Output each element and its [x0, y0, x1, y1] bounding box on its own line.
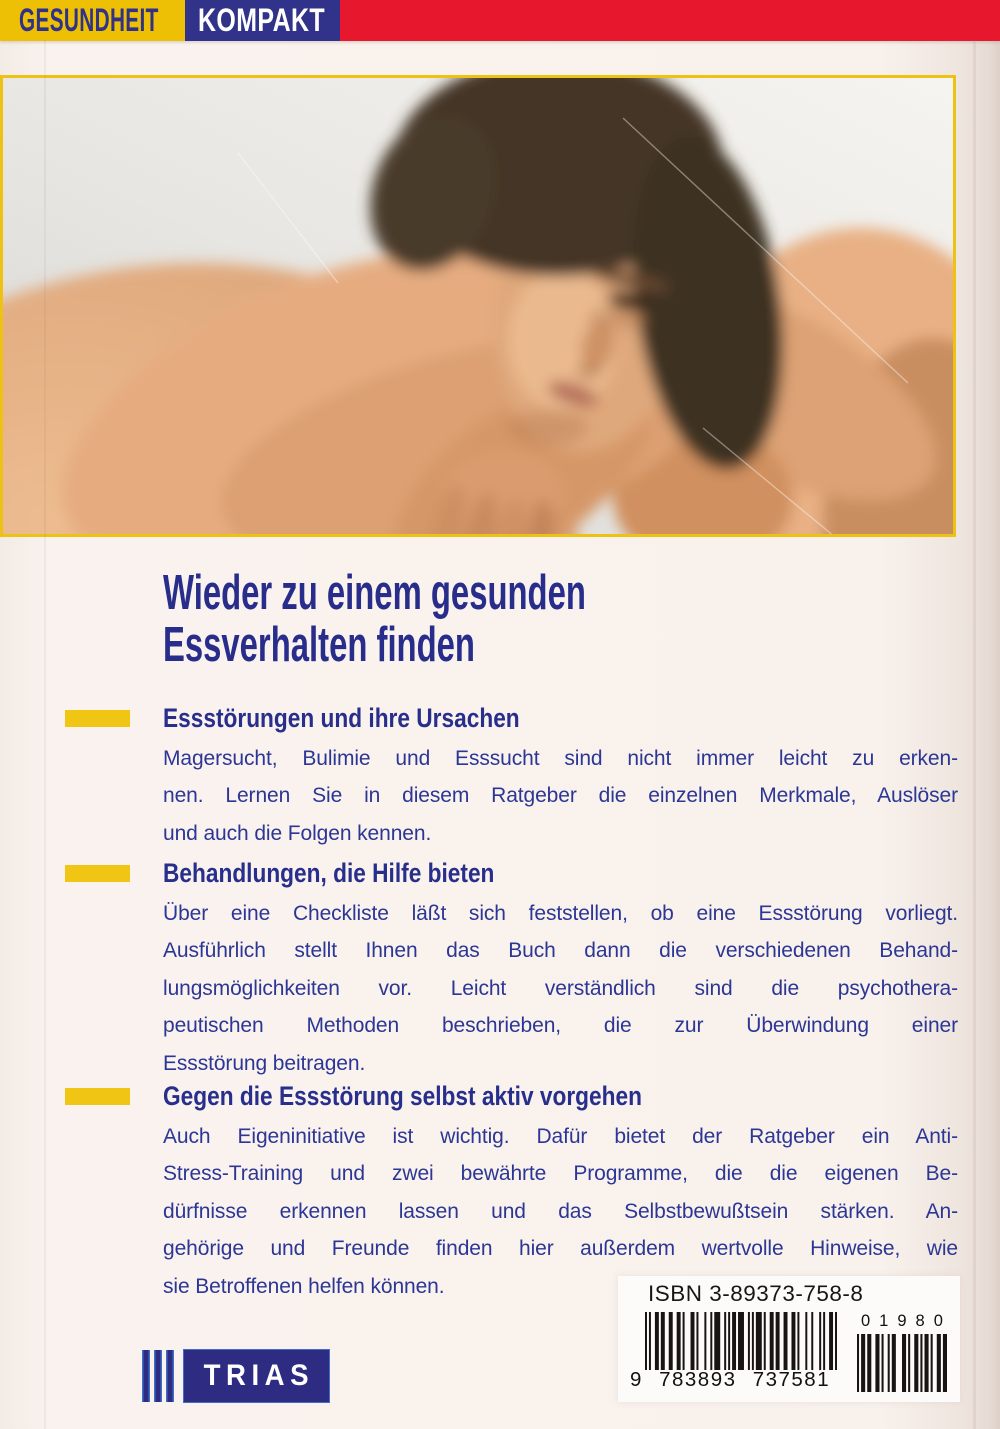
bullet-marker: [65, 865, 130, 882]
body-line: Über eine Checkliste läßt sich feststellen, ob eine Essstörung vorliegt.: [163, 902, 958, 925]
ean-barcode: [645, 1312, 837, 1370]
isbn-panel: [618, 1276, 960, 1402]
series-name-block: [0, 0, 185, 41]
section-self-help: [65, 1081, 965, 1305]
body-line: Ausführlich stellt Ihnen das Buch dann die verschiedenen Behand-: [163, 939, 958, 963]
ean-digits: 9 783893 737581: [630, 1368, 831, 1391]
body-line: Auch Eigeninitiative ist wichtig. Dafür bietet der Ratgeber ein Anti-: [163, 1125, 958, 1148]
section-causes: [65, 703, 965, 852]
series-name: GESUNDHEIT: [19, 2, 159, 38]
page-title: [163, 567, 586, 671]
isbn-label: ISBN 3-89373-758-8: [648, 1281, 864, 1306]
body-line: nen. Lernen Sie in diesem Ratgeber die einzelnen Merkmale, Auslöser: [163, 784, 958, 808]
section-heading: Behandlungen, die Hilfe bieten: [163, 858, 495, 888]
body-line: Magersucht, Bulimie und Esssucht sind nicht immer leicht zu erken-: [163, 747, 958, 770]
body-line: lungsmöglichkeiten vor. Leicht verständlich sind die psychothera-: [163, 976, 958, 1000]
section-body: [163, 740, 958, 852]
section-treatments: [65, 858, 965, 1082]
logo-stripe: [142, 1350, 150, 1402]
logo-stripe: [154, 1350, 162, 1402]
section-heading: Gegen die Essstörung selbst aktiv vorgehen: [163, 1081, 642, 1111]
publisher-name-box: [184, 1350, 329, 1402]
bullet-marker: [65, 710, 130, 727]
publisher-logo: [142, 1350, 329, 1402]
body-line: Stress-Training und zwei bewährte Programme, die die eigenen Be-: [163, 1162, 958, 1186]
scan-crease: [44, 40, 46, 1429]
barcode-addon-digits: 01980: [861, 1312, 952, 1330]
title-line-1: Wieder zu einem gesunden: [163, 566, 586, 620]
body-line: gehörige und Freunde finden hier außerdem wertvolle Hinweise, wie: [163, 1237, 958, 1261]
publisher-name: TRIAS: [203, 1359, 314, 1392]
title-line-2: Essverhalten finden: [163, 618, 475, 672]
series-banner: [0, 0, 1000, 41]
page-edge-shadow: [973, 40, 976, 1429]
cover-photo: [0, 75, 956, 537]
price-addon-barcode: [857, 1334, 947, 1392]
cover-photo-image: [3, 78, 953, 534]
banner-red-bar: [340, 0, 1000, 41]
section-heading: Essstörungen und ihre Ursachen: [163, 703, 520, 733]
body-line: dürfnisse erkennen lassen und das Selbstbewußtsein stärken. An-: [163, 1199, 958, 1223]
body-line: Essstörung beitragen.: [163, 1051, 366, 1075]
bullet-marker: [65, 1088, 130, 1105]
series-edition: KOMPAKT: [198, 2, 326, 38]
body-line: sie Betroffenen helfen können.: [163, 1274, 445, 1298]
series-edition-block: [185, 0, 340, 41]
section-body: [163, 895, 958, 1082]
body-line: und auch die Folgen kennen.: [163, 821, 432, 845]
logo-stripe: [166, 1350, 174, 1402]
body-line: peutischen Methoden beschrieben, die zur Überwindung einer: [163, 1014, 958, 1038]
